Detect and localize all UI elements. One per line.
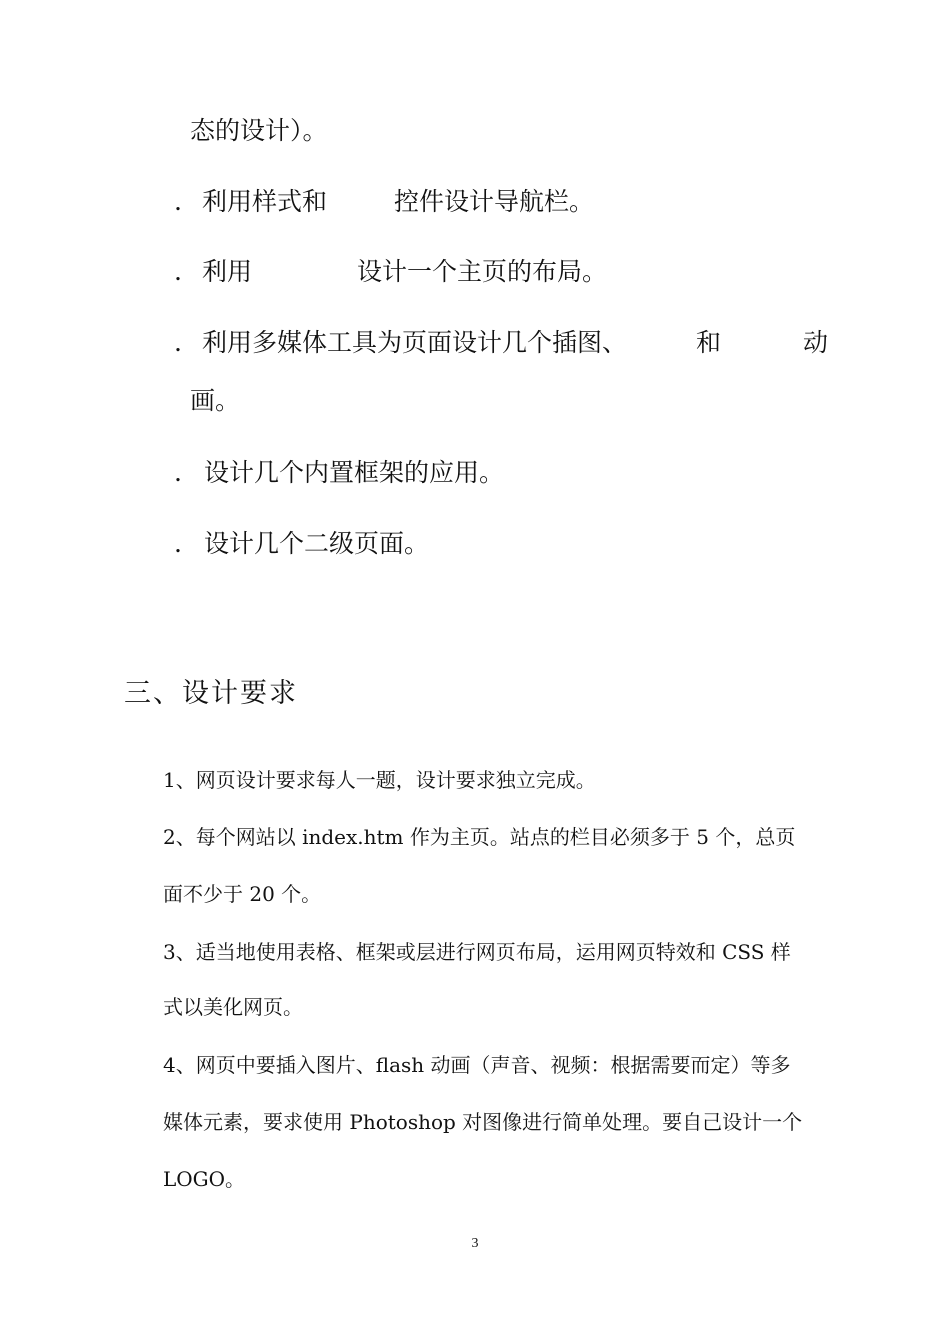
requirement-1: 1、网页设计要求每人一题，设计要求独立完成。 [163,768,596,792]
requirement-3-line-2: 式以美化网页。 [163,995,303,1019]
list-item-text: 利用样式和 [202,187,328,216]
list-item-text: 和 [696,328,722,357]
list-bullet: . [174,529,182,558]
requirement-3-line-1: 3、适当地使用表格、框架或层进行网页布局，运用网页特效和 CSS 样 [163,940,791,964]
list-item-text: 设计几个内置框架的应用。 [204,458,505,487]
list-continuation-text: 态的设计）。 [190,116,328,145]
list-item-text: 控件设计导航栏。 [394,187,595,216]
list-item-text: 利用多媒体工具为页面设计几个插图、 [202,328,628,357]
list-bullet: . [174,328,182,357]
list-item-text: 动 [803,328,829,357]
page-number: 3 [471,1236,479,1251]
section-heading: 三、设计要求 [124,678,298,709]
requirement-4-line-1: 4、网页中要插入图片、flash 动画（声音、视频：根据需要而定）等多 [163,1053,791,1077]
requirement-4-line-2: 媒体元素，要求使用 Photoshop 对图像进行简单处理。要自己设计一个 [163,1110,803,1134]
list-item-text: 设计几个二级页面。 [204,529,430,558]
requirement-2-line-2: 面不少于 20 个。 [163,882,322,906]
requirement-4-line-3: LOGO。 [163,1167,246,1191]
list-item-continuation: 画。 [190,386,241,415]
list-bullet: . [174,187,182,216]
requirement-2-line-1: 2、每个网站以 index.htm 作为主页。站点的栏目必须多于 5 个，总页 [163,825,796,849]
list-item-text: 设计一个主页的布局。 [357,257,608,286]
list-bullet: . [174,257,182,286]
list-bullet: . [174,458,182,487]
list-item-text: 利用 [202,257,253,286]
